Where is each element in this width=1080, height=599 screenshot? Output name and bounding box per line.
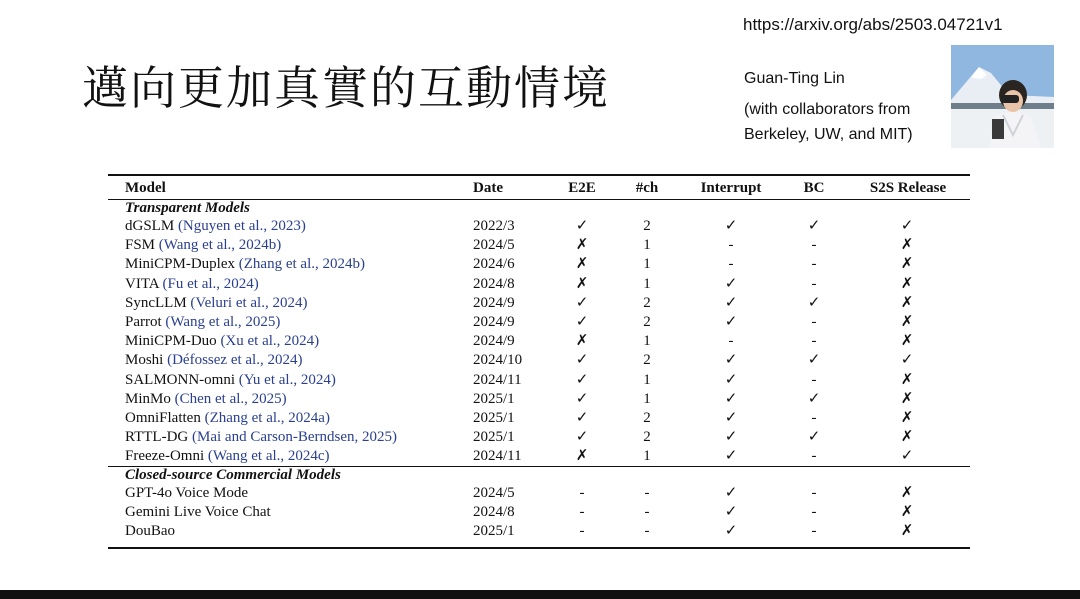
- s2s-cell: ✗: [900, 256, 914, 273]
- citation-link[interactable]: (Zhang et al., 2024b): [238, 256, 365, 273]
- model-name: [125, 409, 330, 428]
- e2e-cell: ✗: [575, 275, 589, 292]
- e2e-cell: ✓: [575, 314, 589, 330]
- table-row: [108, 217, 970, 236]
- citation-link[interactable]: (Zhang et al., 2024a): [204, 410, 330, 426]
- section-transparent: Transparent Models: [125, 200, 250, 216]
- e2e-cell: ✓: [575, 410, 589, 426]
- ch-cell: 2: [643, 218, 651, 234]
- header-date: Date: [473, 180, 503, 196]
- ch-cell: 2: [643, 314, 651, 330]
- table-row: [108, 484, 970, 503]
- model-label: SyncLLM: [125, 294, 191, 311]
- bc-cell: -: [811, 504, 817, 521]
- model-label: Moshi: [125, 352, 168, 369]
- interrupt-cell: -: [728, 256, 734, 273]
- bc-cell: -: [811, 410, 817, 426]
- model-name: [125, 217, 306, 236]
- bc-cell: ✓: [807, 429, 821, 446]
- table-row: [108, 447, 970, 466]
- bc-cell: -: [811, 371, 817, 388]
- date-cell: 2024/10: [473, 352, 523, 369]
- ch-cell: 2: [643, 410, 651, 426]
- model-label: FSM: [125, 237, 159, 254]
- date-cell: 2024/9: [473, 314, 515, 330]
- slide-title: 邁向更加真實的互動情境: [82, 61, 610, 115]
- date-cell: 2024/6: [473, 256, 515, 273]
- date-cell: 2022/3: [473, 218, 515, 234]
- model-label: MiniCPM-Duo: [125, 333, 221, 350]
- model-label: OmniFlatten: [125, 410, 205, 426]
- s2s-cell: ✗: [900, 333, 914, 350]
- table-row: [108, 236, 970, 255]
- header-interrupt: Interrupt: [700, 180, 762, 196]
- citation-link[interactable]: (Nguyen et al., 2023): [177, 218, 306, 234]
- model-label: Freeze-Omni: [125, 448, 208, 465]
- e2e-cell: ✗: [575, 333, 589, 350]
- e2e-cell: -: [579, 523, 585, 540]
- e2e-cell: ✓: [575, 294, 589, 311]
- date-cell: 2024/8: [473, 275, 515, 292]
- date-cell: 2024/5: [473, 485, 515, 501]
- section-closed: Closed-source Commercial Models: [125, 467, 341, 483]
- e2e-cell: ✗: [575, 237, 589, 254]
- interrupt-cell: ✓: [724, 485, 738, 501]
- model-label: RTTL-DG: [125, 429, 193, 446]
- date-cell: 2024/8: [473, 504, 515, 521]
- model-name: [125, 522, 175, 541]
- model-name: [125, 332, 319, 351]
- ch-cell: 1: [643, 256, 651, 273]
- model-name: [125, 503, 271, 522]
- s2s-cell: ✗: [900, 504, 914, 521]
- ch-cell: -: [644, 504, 650, 521]
- table-row: [108, 275, 970, 294]
- table-bottom-rule: [108, 547, 970, 549]
- table-header-row: [108, 179, 970, 198]
- s2s-cell: ✗: [900, 371, 914, 388]
- bc-cell: ✓: [807, 294, 821, 311]
- model-name: [125, 371, 336, 390]
- interrupt-cell: ✓: [724, 294, 738, 311]
- ch-cell: 1: [643, 237, 651, 254]
- author-photo-image: [951, 45, 1054, 148]
- model-label: Gemini Live Voice Chat: [125, 504, 271, 521]
- model-label: SALMONN-omni: [125, 371, 239, 388]
- bc-cell: -: [811, 256, 817, 273]
- bc-cell: -: [811, 523, 817, 540]
- s2s-cell: ✗: [900, 237, 914, 254]
- interrupt-cell: ✓: [724, 504, 738, 521]
- bc-cell: -: [811, 314, 817, 330]
- author-name: Guan-Ting Lin: [744, 70, 845, 87]
- e2e-cell: ✓: [575, 371, 589, 388]
- model-name: [125, 484, 248, 503]
- model-name: [125, 236, 281, 255]
- e2e-cell: ✗: [575, 256, 589, 273]
- table-row: [108, 371, 970, 390]
- date-cell: 2024/5: [473, 237, 515, 254]
- author-affiliation: (with collaborators from Berkeley, UW, and MIT): [744, 101, 913, 143]
- author-photo: [951, 45, 1054, 148]
- citation-link[interactable]: (Wang et al., 2024c): [207, 448, 330, 465]
- model-name: [125, 390, 287, 409]
- model-name: [125, 351, 302, 370]
- model-label: DouBao: [125, 523, 175, 540]
- interrupt-cell: -: [728, 237, 734, 254]
- date-cell: 2024/11: [473, 448, 522, 465]
- s2s-cell: ✓: [900, 448, 914, 465]
- date-cell: 2025/1: [473, 523, 515, 540]
- s2s-cell: ✗: [900, 429, 914, 446]
- ch-cell: 1: [643, 448, 651, 465]
- bc-cell: -: [811, 448, 817, 465]
- s2s-cell: ✗: [900, 314, 914, 330]
- ch-cell: 1: [643, 275, 651, 292]
- model-label: MiniCPM-Duplex: [125, 256, 239, 273]
- table-row: [108, 390, 970, 409]
- ch-cell: 1: [643, 333, 651, 350]
- interrupt-cell: ✓: [724, 390, 738, 407]
- date-cell: 2024/11: [473, 371, 522, 388]
- ch-cell: -: [644, 485, 650, 501]
- citation-link[interactable]: (Chen et al., 2025): [174, 390, 287, 407]
- citation-link[interactable]: (Mai and Carson-Berndsen, 2025): [192, 429, 397, 446]
- ch-cell: 2: [643, 352, 651, 369]
- model-name: [125, 447, 330, 466]
- s2s-cell: ✗: [900, 410, 914, 426]
- table-row: [108, 409, 970, 428]
- model-label: MinMo: [125, 390, 175, 407]
- s2s-cell: ✗: [900, 485, 914, 501]
- bc-cell: ✓: [807, 390, 821, 407]
- e2e-cell: ✓: [575, 218, 589, 234]
- header-s2s: S2S Release: [869, 180, 947, 196]
- interrupt-cell: ✓: [724, 352, 738, 369]
- interrupt-cell: ✓: [724, 410, 738, 426]
- bc-cell: -: [811, 333, 817, 350]
- date-cell: 2024/9: [473, 294, 515, 311]
- table-row: [108, 255, 970, 274]
- table-top-rule: [108, 174, 970, 176]
- date-cell: 2025/1: [473, 429, 515, 446]
- e2e-cell: -: [579, 485, 585, 501]
- bc-cell: ✓: [807, 352, 821, 369]
- bottom-bar: [0, 590, 1080, 599]
- bc-cell: -: [811, 237, 817, 254]
- table-row: [108, 503, 970, 522]
- model-name: [125, 294, 307, 313]
- s2s-cell: ✓: [900, 352, 914, 369]
- interrupt-cell: ✓: [724, 218, 738, 234]
- ch-cell: 1: [643, 390, 651, 407]
- date-cell: 2025/1: [473, 410, 515, 426]
- interrupt-cell: ✓: [724, 371, 738, 388]
- interrupt-cell: ✓: [724, 275, 738, 292]
- model-label: GPT-4o Voice Mode: [125, 485, 249, 501]
- ch-cell: 2: [643, 294, 651, 311]
- citation-link[interactable]: (Wang et al., 2024b): [158, 237, 282, 254]
- e2e-cell: ✗: [575, 448, 589, 465]
- e2e-cell: ✓: [575, 352, 589, 369]
- table-row: [108, 294, 970, 313]
- bc-cell: -: [811, 485, 817, 501]
- paper-url[interactable]: https://arxiv.org/abs/2503.04721v1: [743, 15, 1003, 34]
- citation-link[interactable]: (Yu et al., 2024): [238, 371, 336, 388]
- citation-link[interactable]: (Défossez et al., 2024): [167, 352, 303, 369]
- date-cell: 2025/1: [473, 390, 515, 407]
- interrupt-cell: ✓: [724, 429, 738, 446]
- header-model: Model: [125, 180, 166, 196]
- interrupt-cell: ✓: [724, 448, 738, 465]
- table-row: [108, 351, 970, 370]
- model-label: dGSLM: [125, 218, 178, 234]
- header-ch: #ch: [635, 180, 659, 196]
- model-label: Parrot: [125, 314, 166, 330]
- author-block: [744, 66, 959, 147]
- header-e2e: E2E: [568, 180, 596, 196]
- citation-link[interactable]: (Wang et al., 2025): [165, 314, 281, 330]
- s2s-cell: ✗: [900, 294, 914, 311]
- s2s-cell: ✗: [900, 523, 914, 540]
- e2e-cell: ✓: [575, 429, 589, 446]
- model-name: [125, 313, 280, 332]
- e2e-cell: -: [579, 504, 585, 521]
- model-name: [125, 275, 259, 294]
- s2s-cell: ✗: [900, 275, 914, 292]
- s2s-cell: ✗: [900, 390, 914, 407]
- header-bc: BC: [803, 180, 825, 196]
- model-label: VITA: [125, 275, 163, 292]
- bc-cell: ✓: [807, 218, 821, 234]
- ch-cell: 1: [643, 371, 651, 388]
- model-name: [125, 428, 397, 447]
- interrupt-cell: ✓: [724, 523, 738, 540]
- table-row: [108, 522, 970, 541]
- citation-link[interactable]: (Xu et al., 2024): [220, 333, 320, 350]
- interrupt-cell: -: [728, 333, 734, 350]
- table-row: [108, 428, 970, 447]
- ch-cell: -: [644, 523, 650, 540]
- table-row: [108, 332, 970, 351]
- interrupt-cell: ✓: [724, 314, 738, 330]
- citation-link[interactable]: (Fu et al., 2024): [162, 275, 259, 292]
- bc-cell: -: [811, 275, 817, 292]
- table-row: [108, 313, 970, 332]
- citation-link[interactable]: (Veluri et al., 2024): [190, 294, 308, 311]
- model-name: [125, 255, 365, 274]
- s2s-cell: ✓: [900, 218, 914, 234]
- e2e-cell: ✓: [575, 390, 589, 407]
- ch-cell: 2: [643, 429, 651, 446]
- date-cell: 2024/9: [473, 333, 515, 350]
